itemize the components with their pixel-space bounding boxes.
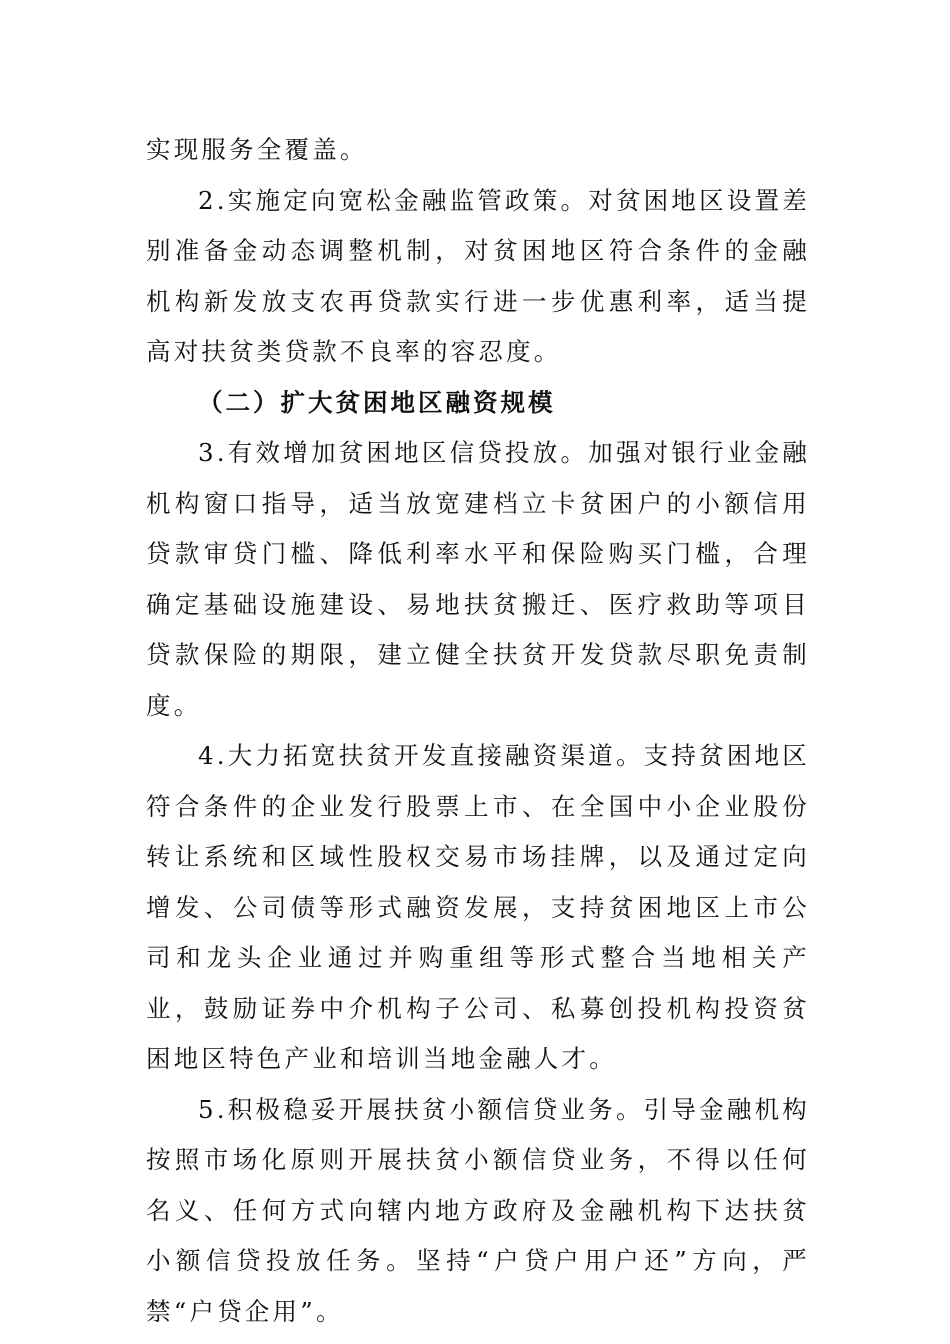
paragraph-item-5: 5.积极稳妥开展扶贫小额信贷业务。引导金融机构按照市场化原则开展扶贫小额信贷业务，不得以任何名义、任何方式向辖内地方政府及金融机构下达扶贫小额信贷投放任务。坚持“户贷户用户还”方向，严禁“户贷企用”。 xyxy=(146,1094,810,1326)
paragraph-item-4: 4.大力拓宽扶贫开发直接融资渠道。支持贫困地区符合条件的企业发行股票上市、在全国中小企业股份转让系统和区域性股权交易市场挂牌，以及通过定向增发、公司债等形式融资发展，支持贫困地区上市公司和龙头企业通过并购重组等形式整合当地相关产业，鼓励证券中介机构子公司、私募创投机构投资贫困地区特色产业和培训当地金融人才。 xyxy=(146,741,810,1073)
section-heading: （二）扩大贫困地区融资规模 xyxy=(198,387,556,417)
document-body xyxy=(146,125,810,1337)
paragraph-item-2: 2.实施定向宽松金融监管政策。对贫困地区设置差别准备金动态调整机制，对贫困地区符合条件的金融机构新发放支农再贷款实行进一步优惠利率，适当提高对扶贫类贷款不良率的容忍度。 xyxy=(146,185,810,366)
paragraph-item-3: 3.有效增加贫困地区信贷投放。加强对银行业金融机构窗口指导，适当放宽建档立卡贫困户的小额信用贷款审贷门槛、降低利率水平和保险购买门槛，合理确定基础设施建设、易地扶贫搬迁、医疗救助等项目贷款保险的期限，建立健全扶贫开发贷款尽职免责制度。 xyxy=(146,438,810,720)
paragraph-continuation: 实现服务全覆盖。 xyxy=(146,135,368,164)
